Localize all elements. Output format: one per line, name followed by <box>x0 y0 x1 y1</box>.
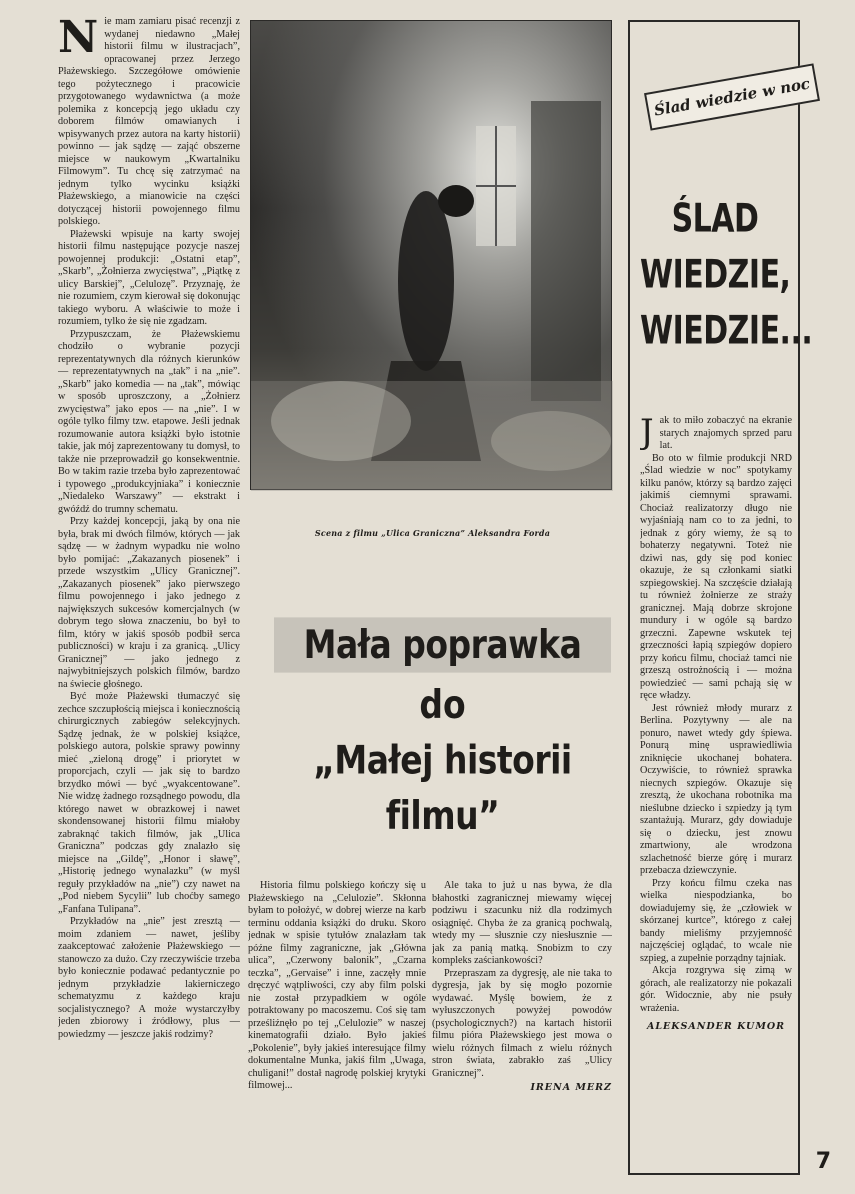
review-title-line-1: ŚLAD <box>671 196 759 243</box>
article-column-3 <box>432 880 612 1170</box>
review-title <box>640 192 813 360</box>
review-paragraph: ak to miło zobaczyć na ekranie starych znajomych sprzed paru lat. <box>659 415 792 451</box>
review-paragraph: Bo oto w filmie produkcji NRD „Ślad wiedzie w noc” spotykamy kilku panów, którzy są bardzo zajęci jakimiś ciemnymi sprawami. Chociaż realizatorzy długo nie wyjaśniają nam co to za jedni, to jednak z góry wiemy, że są to bohaterzy negatywni. Toteż nie dziwi nas, gdy się pod koniec okazuje, że są członkami siatki szpiegowskiej. Na szczęście działają tu również żołnierze ze straży granicznej. Mają dobrze skrojone mundury i w ogóle są bardzo grzeczni. Zapewne wskutek tej grzeczności łapią szpiegów dopiero przy końcu filmu, chociaż tamci nie grzeszą ostrożnością i — można powiedzieć — sami pchają się w ręce władzy. <box>640 452 792 701</box>
article-paragraph: Ale taka to już u nas bywa, że dla błahostki zagranicznej miewamy więcej podziwu i szacunku niż dla rodzimych osiągnięć. Chyba że za granicą pochwalą, wtedy my — słusznie czy niesłusznie — jak za panią matką. Snobizm to czy kompleks zaściankowości? <box>432 880 612 966</box>
article-byline: IRENA MERZ <box>530 1082 612 1093</box>
film-still-illustration <box>251 21 613 491</box>
review-byline: ALEKSANDER KUMOR <box>646 1021 786 1032</box>
article-paragraph: Przy każdej koncepcji, jaką by ona nie była, brak mi dwóch filmów, których — jak sądzę — w żadnym wypadku nie wolno było pomijać: „Zakazanych piosenek” i przede wszystkim „Ulicy Granicznej”. „Zakazanych piosenek” jako pierwszego filmu powojennego i jako jednego z największych sukcesów komercjalnych (w dobrym tego słowa znaczeniu, bo był to film, który w jakiś sposób podbił serca publiczności) w kraju i za granicą. „Ulicy Granicznej” — jako jednego z najwybitniejszych polskich filmów, bardzo na świecie głośnego. <box>58 516 240 690</box>
review-title-line-2: WIEDZIE, <box>640 252 791 299</box>
article-headline <box>270 621 615 839</box>
article-paragraph: Być może Płażewski tłumaczyć się zechce szczupłością miejsca i koniecznością chirurgicznych zabiegów selekcyjnych. Sądzę jednak, że w polskiej książce, polskiego autora, polskie sprawy powinny mieć „zieloną drogę” i priorytet w proporcjach, czyli — jak się to bardzo brzydko mówi — być „wyakcentowane”. Nie widzę żadnego rozsądnego powodu, dla którego nawet w obrazkowej i nawet skondensowanej historii filmu miałoby zabraknąć takich filmów, jak „Ulica Graniczna” podczas gdy znalazło się miejsce na „Gildę”, „Honor i sławę”, „Historię jednego wynalazku” (w myśl reguły przykładów na „nie”) czy nawet na „Pod niebem Sycylii” lub choćby samego „Fanfana Tulipana”. <box>58 691 240 915</box>
photo-caption: Scena z filmu „Ulica Graniczna” Aleksandra Forda <box>314 528 551 538</box>
article-paragraph: Historia filmu polskiego kończy się u Płażewskiego na „Celulozie”. Skłonna byłam to położyć, w dobrej wierze na karb terminu oddania książki do druku. Skoro jednak w spisie tytułów znalazłam tak późne filmy zagraniczne, jak „Główna ulica”, „Czerwony balonik”, „Czarna teczka”, „Gervaise” i inne, zaczęły mnie dręczyć wątpliwości, czy aby film polski nie został przypadkiem w ogóle potraktowany po macoszemu. Coś się tam prześliźnęło po tej „Celulozie” w naszej kinematografii działo. Było jakieś „Pokolenie”, były jakieś interesujące filmy dokumentalne Munka, jakiś film „Uwaga, chuligani!” dostał nagrodę polskiej krytyki filmowej... <box>248 880 426 1091</box>
review-paragraph: Przy końcu filmu czeka nas wielka niespodzianka, bo dowiadujemy się, że „człowiek w skórzanej kurtce”, którego z całej bandy mieliśmy przyjemność najczęściej oglądać, to wcale nie szpieg, a zupełnie porządny tajniak. <box>640 877 792 964</box>
review-title-line-3: WIEDZIE... <box>640 308 813 355</box>
review-paragraph: Akcja rozgrywa się zimą w górach, ale realizatorzy nie pokazali gór. Widocznie, aby nie psuły wrażenia. <box>640 965 792 1014</box>
headline-line-1: Mała poprawka <box>274 617 612 672</box>
headline-line-3: „Małej historii filmu” <box>313 736 572 839</box>
review-tag-label: Ślad wiedzie w noc <box>644 63 820 130</box>
article-paragraph: Przepraszam za dygresję, ale nie taka to dygresja, jak by się mogło pozornie wydawać. Myślę bowiem, że z wyłuszczonych powyżej powodów (psychologicznych?) na kartach historii filmu pióra Płażewskiego jest mowa o wielu różnych filmach z wielu różnych stron świata, zabrakło zaś „Ulicy Granicznej”. <box>432 967 612 1079</box>
headline-line-2: do <box>419 681 466 728</box>
article-paragraph: ie mam zamiaru pisać recenzji z wydanej niedawno „Małej historii filmu w ilustracjach”, opracowanej przez Jerzego Płażewskiego. Szczegółowe omówienie tego pożytecznego i pracowicie przygotowanego wydawnictwa (a może polemika z koncepcją jego układu czy doborem filmów omawianych i wpisywanych przez autora na karty historii) powinno — jak sądzę — zająć obszerne miejsce w naukowym „Kwartalniku Filmowym”. Tu chcę się zatrzymać na jednym tylko wycinku książki Płażewskiego, a mianowicie na części dotyczącej historii powojennego filmu polskiego. <box>58 16 240 227</box>
film-still-photo <box>250 20 612 490</box>
article-paragraph: Płażewski wpisuje na karty swojej historii filmu następujące pozycje naszej powojennej produkcji: „Ostatni etap”, „Skarb”, „Żołnierza zwycięstwa”, „Piątkę z ulicy Barskiej”, „Celulozę”. Przyznaję, że nie rozumiem, czym kierował się dokonując takiego wyboru. A właściwie to może i rozumiem, tylko że się nie zgadzam. <box>58 228 240 327</box>
article-column-1 <box>58 16 240 1171</box>
review-column <box>640 415 792 1105</box>
review-dropcap: J <box>640 415 654 452</box>
page-number: 7 <box>815 1149 831 1174</box>
article-paragraph: Przypuszczam, że Płażewskiemu chodziło o wybranie pozycji reprezentatywnych dla różnych kierunków — reprezentatywnych na „tak” i na „nie”. „Skarb” jako komedia — na „tak”, mówiąc w sposób uproszczony, a „Żołnierz zwycięstwa” jako epos — na „nie”. I w ogóle tylko filmy tzw. etapowe. Jeśli jednak rozumowanie autora książki było istotnie takie, jak mój zaprezentowany tu domysł, to także nie przeprowadził go konsekwentnie. Bo w takim razie trzeba było zaprezentować i typowego „produkcyjniaka” i koniecznie „Niedaleko Warszawy” — ekstrakt i gwóźdź do trumny schematu. <box>58 328 240 515</box>
article-dropcap: N <box>58 16 99 63</box>
article-column-2 <box>248 880 426 1170</box>
article-paragraph: Przykładów na „nie” jest zresztą — moim zdaniem — nawet, jeśliby zaakceptować założenie Płażewskiego — stanowczo za dużo. Czy rzeczywiście trzeba było koniecznie podawać pedantycznie po jednym przykładzie lakierniczego schematyzmu z każdego kraju socjalistycznego? A może wystarczyłby jeden zbiorowy i źródłowy, plus — powiedzmy — jeszcze jakiś rodzimy? <box>58 916 240 1040</box>
review-paragraph: Jest również młody murarz z Berlina. Pozytywny — ale na ponuro, nawet wtedy gdy śpiewa. Ponurą minę usprawiedliwia zniknięcie ukochanej bohatera. Oczywiście, to również sprawka niecnych szpiegów. Okazuje się zresztą, że ukochana robotnika ma nieślubne dziecko i szpiedzy ją tym szantażują. Murarz, gdy dowiaduje się o dziecku, jest znowu zmartwiony, ale wrodzona szlachetność bierze górę i murarz przebacza dziewczynie. <box>640 702 792 876</box>
